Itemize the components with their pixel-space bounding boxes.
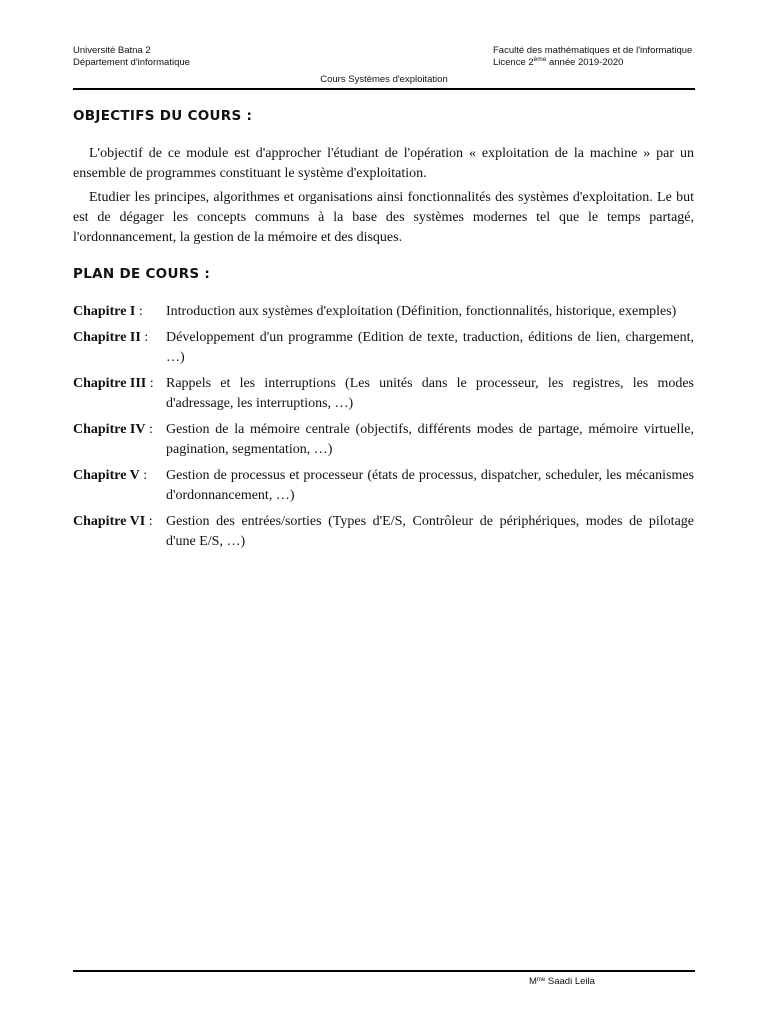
plan-heading: PLAN DE COURS : (73, 266, 211, 282)
chapter-description: Développement d'un programme (Edition de texte, traduction, éditions de lien, chargement, …) (166, 330, 694, 365)
chapter-separator: : (140, 330, 149, 345)
chapter-description: Gestion de processus et processeur (états de processus, dispatcher, scheduler, les mécanismes d'ordonnancement, …) (166, 468, 694, 503)
author-name: Saadi Leila (545, 976, 595, 987)
chapter-separator: : (146, 376, 154, 391)
chapter-item (73, 466, 694, 506)
header-divider (73, 88, 695, 90)
chapter-label: Chapitre IV (73, 422, 146, 437)
header-left (73, 45, 190, 69)
objectives-heading: OBJECTIFS DU COURS : (73, 108, 253, 124)
licence-superscript: ème (533, 56, 547, 63)
chapter-description: Gestion des entrées/sorties (Types d'E/S, Contrôleur de périphériques, modes de pilotage d'une E/S, …) (166, 514, 694, 549)
chapter-label: Chapitre II (73, 330, 141, 345)
department-name: Département d'informatique (73, 57, 190, 68)
chapter-separator: : (139, 468, 148, 483)
footer-divider (73, 970, 695, 972)
licence-prefix: Licence 2 (493, 57, 534, 68)
university-name: Université Batna 2 (73, 45, 151, 56)
author-title-superscript: me (536, 977, 546, 983)
chapter-label: Chapitre V (73, 468, 140, 483)
chapter-description: Introduction aux systèmes d'exploitation (Définition, fonctionnalités, historique, exemples) (166, 304, 677, 319)
licence-year (493, 57, 692, 69)
chapter-item (73, 328, 694, 368)
chapter-label: Chapitre VI (73, 514, 146, 529)
chapter-item (73, 374, 694, 414)
objectives-paragraph-2: Etudier les principes, algorithmes et organisations ainsi fonctionnalités des systèmes d'exploitation. Le but est de dégager les concepts communs à la base des systèmes modernes tel que le temps partagé, l'ordonnancement, la gestion de la mémoire et des disques. (73, 190, 694, 245)
chapter-item (73, 302, 694, 322)
chapter-description: Rappels et les interruptions (Les unités dans le processeur, les registres, les modes d'adressage, les interruptions, …) (166, 376, 694, 411)
chapter-separator: : (145, 422, 153, 437)
chapter-list (73, 302, 694, 558)
chapter-item (73, 512, 694, 552)
chapter-item (73, 420, 694, 460)
chapter-label: Chapitre I (73, 304, 136, 319)
chapter-separator: : (135, 304, 143, 319)
header-right (493, 45, 692, 69)
chapter-separator: : (145, 514, 153, 529)
author-prefix: M (529, 976, 537, 987)
course-title: Cours Systèmes d'exploitation (320, 74, 448, 85)
faculty-name: Faculté des mathématiques et de l'informatique (493, 45, 693, 56)
author-signature (529, 976, 595, 987)
chapter-label: Chapitre III (73, 376, 147, 391)
chapter-description: Gestion de la mémoire centrale (objectifs, différents modes de partage, mémoire virtuelle, pagination, segmentation, …) (166, 422, 694, 457)
licence-suffix: année 2019-2020 (546, 57, 624, 68)
objectives-paragraph-1: L'objectif de ce module est d'approcher l'étudiant de l'opération « exploitation de la machine » par un ensemble de programmes constituant le système d'exploitation. (73, 146, 694, 181)
